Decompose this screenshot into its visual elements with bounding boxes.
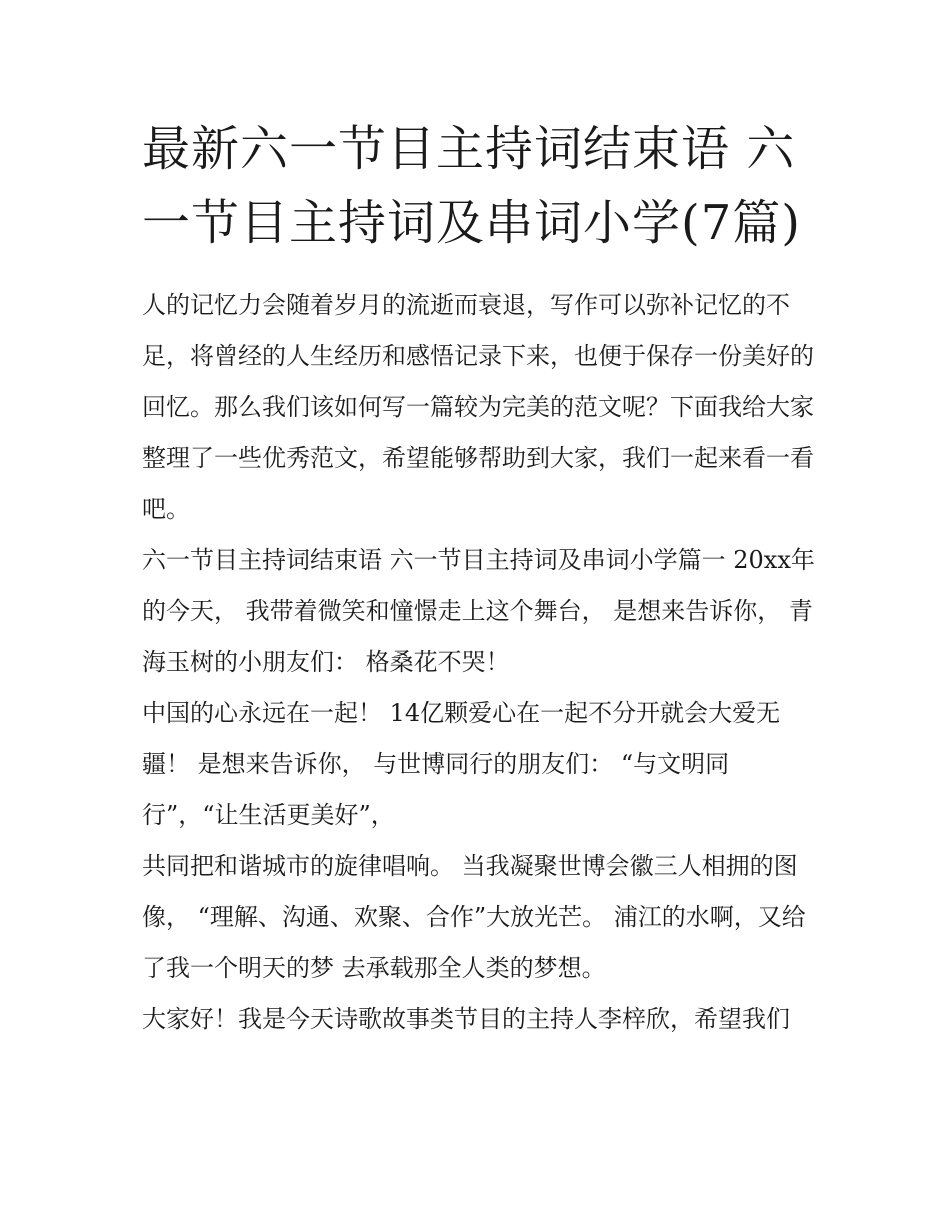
paragraph-2: 中国的心永远在一起！ 14亿颗爱心在一起不分开就会大爱无疆！ 是想来告诉你， 与世博同行的朋友们： “与文明同行”，“让生活更美好”， bbox=[142, 699, 781, 829]
paragraph-1: 六一节目主持词结束语 六一节目主持词及串词小学篇一 20xx年的今天， 我带着微笑和憧憬走上这个舞台， 是想来告诉你， 青海玉树的小朋友们： 格桑花不哭！ bbox=[142, 546, 815, 676]
document-page bbox=[142, 112, 822, 1045]
paragraph-3: 共同把和谐城市的旋律唱响。 当我凝聚世博会徽三人相拥的图像， “理解、沟通、欢聚、合作”大放光芒。 浦江的水啊，又给了我一个明天的梦 去承载那全人类的梦想。 bbox=[142, 852, 806, 982]
paragraph-intro: 人的记忆力会随着岁月的流逝而衰退，写作可以弥补记忆的不足，将曾经的人生经历和感悟记录下来，也便于保存一份美好的回忆。那么我们该如何写一篇较为完美的范文呢？下面我给大家整理了一些优秀范文，希望能够帮助到大家，我们一起来看一看吧。 bbox=[142, 291, 814, 523]
document-title: 最新六一节目主持词结束语 六一节目主持词及串词小学(7篇) bbox=[142, 121, 801, 251]
paragraph-4: 大家好！我是今天诗歌故事类节目的主持人李梓欣，希望我们 bbox=[142, 1005, 790, 1033]
